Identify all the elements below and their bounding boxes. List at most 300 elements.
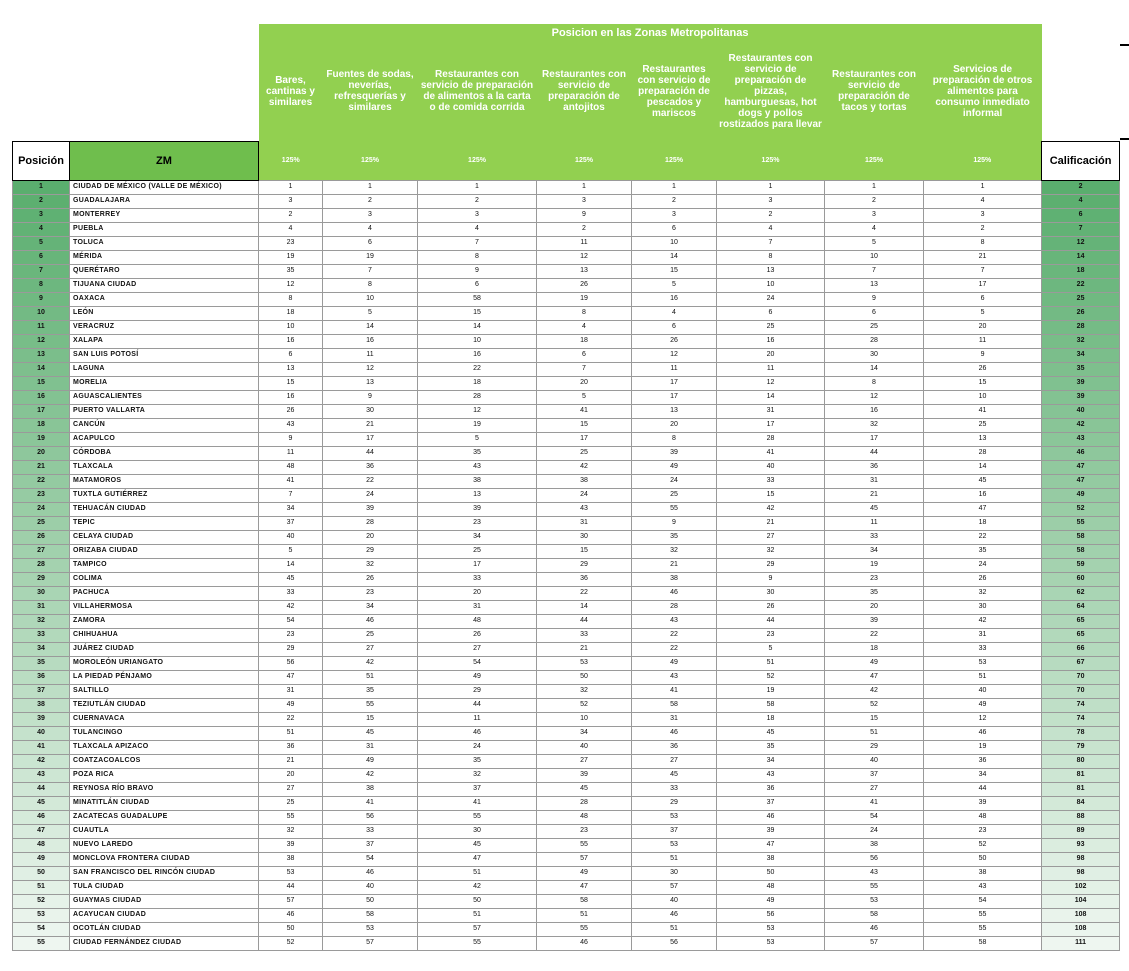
rank-cell: 53 — [632, 838, 717, 852]
table-row — [13, 586, 1120, 600]
rating-cell: 7 — [1042, 222, 1120, 236]
rank-cell: 2 — [825, 194, 924, 208]
rank-cell: 29 — [259, 642, 323, 656]
rating-cell: 43 — [1042, 432, 1120, 446]
rank-cell: 11 — [537, 236, 632, 250]
rank-cell: 28 — [632, 600, 717, 614]
rank-cell: 30 — [825, 348, 924, 362]
rank-cell: 32 — [632, 544, 717, 558]
rating-cell: 12 — [1042, 236, 1120, 250]
table-row — [13, 516, 1120, 530]
rank-cell: 17 — [418, 558, 537, 572]
table-row — [13, 880, 1120, 894]
rank-cell: 13 — [259, 362, 323, 376]
rank-cell: 19 — [537, 292, 632, 306]
zm-cell: COATZACOALCOS — [70, 754, 259, 768]
table-row — [13, 404, 1120, 418]
rank-cell: 1 — [259, 180, 323, 194]
rank-cell: 46 — [323, 614, 418, 628]
zm-cell: TULANCINGO — [70, 726, 259, 740]
rank-cell: 51 — [924, 670, 1042, 684]
rank-cell: 34 — [537, 726, 632, 740]
table-row — [13, 502, 1120, 516]
rating-cell: 102 — [1042, 880, 1120, 894]
rank-cell: 16 — [632, 292, 717, 306]
zm-cell: MONTERREY — [70, 208, 259, 222]
rank-cell: 40 — [259, 530, 323, 544]
rank-cell: 13 — [418, 488, 537, 502]
position-cell: 32 — [13, 614, 70, 628]
zm-cell: NUEVO LAREDO — [70, 838, 259, 852]
rank-cell: 21 — [924, 250, 1042, 264]
position-cell: 2 — [13, 194, 70, 208]
rating-cell: 14 — [1042, 250, 1120, 264]
rating-cell: 26 — [1042, 306, 1120, 320]
zm-cell: MÉRIDA — [70, 250, 259, 264]
rank-cell: 7 — [924, 264, 1042, 278]
rank-cell: 55 — [924, 908, 1042, 922]
rank-cell: 8 — [418, 250, 537, 264]
rank-cell: 15 — [418, 306, 537, 320]
rank-cell: 46 — [717, 810, 825, 824]
rank-cell: 1 — [825, 180, 924, 194]
position-cell: 41 — [13, 740, 70, 754]
rank-cell: 11 — [259, 446, 323, 460]
rank-cell: 53 — [924, 656, 1042, 670]
rank-cell: 15 — [632, 264, 717, 278]
rank-cell: 3 — [418, 208, 537, 222]
rank-cell: 41 — [825, 796, 924, 810]
rank-cell: 35 — [632, 530, 717, 544]
rank-cell: 35 — [825, 586, 924, 600]
table-row — [13, 236, 1120, 250]
zm-cell: MOROLEÓN URIANGATO — [70, 656, 259, 670]
rank-cell: 58 — [632, 698, 717, 712]
rank-cell: 9 — [259, 432, 323, 446]
zm-header: ZM — [70, 141, 259, 180]
rank-cell: 30 — [717, 586, 825, 600]
rank-cell: 33 — [717, 474, 825, 488]
rank-cell: 49 — [924, 698, 1042, 712]
position-cell: 17 — [13, 404, 70, 418]
rank-cell: 6 — [632, 320, 717, 334]
rank-cell: 8 — [717, 250, 825, 264]
rank-cell: 27 — [323, 642, 418, 656]
rank-cell: 56 — [259, 656, 323, 670]
rank-cell: 38 — [323, 782, 418, 796]
rank-cell: 9 — [418, 264, 537, 278]
rank-cell: 4 — [418, 222, 537, 236]
rating-cell: 58 — [1042, 544, 1120, 558]
rank-cell: 33 — [323, 824, 418, 838]
rank-cell: 18 — [924, 516, 1042, 530]
table-row — [13, 726, 1120, 740]
rank-cell: 51 — [825, 726, 924, 740]
rank-cell: 36 — [323, 460, 418, 474]
rank-cell: 4 — [924, 194, 1042, 208]
rating-cell: 46 — [1042, 446, 1120, 460]
rank-cell: 18 — [717, 712, 825, 726]
rank-cell: 32 — [924, 586, 1042, 600]
rank-cell: 8 — [924, 236, 1042, 250]
rating-cell: 49 — [1042, 488, 1120, 502]
zm-cell: SAN FRANCISCO DEL RINCÓN CIUDAD — [70, 866, 259, 880]
weight-label: 125% — [632, 141, 717, 180]
rank-cell: 13 — [323, 376, 418, 390]
weight-label: 125% — [825, 141, 924, 180]
rank-cell: 2 — [717, 208, 825, 222]
rank-cell: 45 — [259, 572, 323, 586]
rating-cell: 80 — [1042, 754, 1120, 768]
rank-cell: 14 — [323, 320, 418, 334]
zm-cell: CUAUTLA — [70, 824, 259, 838]
rank-cell: 42 — [717, 502, 825, 516]
table-row — [13, 796, 1120, 810]
rating-cell: 81 — [1042, 782, 1120, 796]
rank-cell: 20 — [632, 418, 717, 432]
rank-cell: 56 — [632, 936, 717, 950]
rating-cell: 81 — [1042, 768, 1120, 782]
table-row — [13, 320, 1120, 334]
rank-cell: 40 — [323, 880, 418, 894]
rank-cell: 42 — [323, 768, 418, 782]
rank-cell: 5 — [418, 432, 537, 446]
rank-cell: 18 — [418, 376, 537, 390]
position-cell: 5 — [13, 236, 70, 250]
rank-cell: 53 — [259, 866, 323, 880]
rank-cell: 24 — [825, 824, 924, 838]
rank-cell: 39 — [323, 502, 418, 516]
rank-cell: 47 — [537, 880, 632, 894]
rank-cell: 54 — [418, 656, 537, 670]
zm-cell: CIUDAD FERNÁNDEZ CIUDAD — [70, 936, 259, 950]
rank-cell: 51 — [632, 922, 717, 936]
rank-cell: 23 — [259, 628, 323, 642]
rank-cell: 4 — [323, 222, 418, 236]
table-row — [13, 698, 1120, 712]
rank-cell: 1 — [632, 180, 717, 194]
rank-cell: 50 — [259, 922, 323, 936]
position-cell: 31 — [13, 600, 70, 614]
rank-cell: 14 — [537, 600, 632, 614]
rating-cell: 47 — [1042, 460, 1120, 474]
rank-cell: 47 — [825, 670, 924, 684]
table-row — [13, 194, 1120, 208]
rank-cell: 7 — [323, 264, 418, 278]
rank-cell: 42 — [825, 684, 924, 698]
rank-cell: 11 — [323, 348, 418, 362]
rating-cell: 28 — [1042, 320, 1120, 334]
rank-cell: 43 — [537, 502, 632, 516]
rating-cell: 25 — [1042, 292, 1120, 306]
rank-cell: 28 — [418, 390, 537, 404]
rank-cell: 7 — [259, 488, 323, 502]
rank-cell: 50 — [924, 852, 1042, 866]
rank-cell: 10 — [537, 712, 632, 726]
rank-cell: 11 — [717, 362, 825, 376]
position-cell: 34 — [13, 642, 70, 656]
rank-cell: 27 — [717, 530, 825, 544]
position-cell: 33 — [13, 628, 70, 642]
rank-cell: 6 — [259, 348, 323, 362]
position-cell: 40 — [13, 726, 70, 740]
table-row — [13, 824, 1120, 838]
rating-cell: 67 — [1042, 656, 1120, 670]
rating-cell: 108 — [1042, 908, 1120, 922]
rank-cell: 13 — [717, 264, 825, 278]
rank-cell: 32 — [537, 684, 632, 698]
rank-cell: 22 — [924, 530, 1042, 544]
rank-cell: 6 — [632, 222, 717, 236]
rank-cell: 10 — [323, 292, 418, 306]
category-header: Restaurantes con servicio de preparación de pescados y mariscos — [632, 41, 717, 141]
ranking-table — [12, 24, 1120, 951]
rank-cell: 10 — [924, 390, 1042, 404]
rank-cell: 44 — [717, 614, 825, 628]
rank-cell: 17 — [717, 418, 825, 432]
rating-cell: 34 — [1042, 348, 1120, 362]
rank-cell: 2 — [323, 194, 418, 208]
zm-cell: TLAXCALA APIZACO — [70, 740, 259, 754]
zm-cell: GUADALAJARA — [70, 194, 259, 208]
position-cell: 45 — [13, 796, 70, 810]
rank-cell: 48 — [259, 460, 323, 474]
rank-cell: 13 — [825, 278, 924, 292]
rank-cell: 57 — [259, 894, 323, 908]
rank-cell: 53 — [537, 656, 632, 670]
rank-cell: 3 — [537, 194, 632, 208]
category-header: Servicios de preparación de otros alimentos para consumo inmediato informal — [924, 41, 1042, 141]
rank-cell: 41 — [924, 404, 1042, 418]
rank-cell: 52 — [717, 670, 825, 684]
weight-label: 125% — [259, 141, 323, 180]
zm-cell: TIJUANA CIUDAD — [70, 278, 259, 292]
rank-cell: 35 — [717, 740, 825, 754]
rating-cell: 70 — [1042, 670, 1120, 684]
rank-cell: 57 — [825, 936, 924, 950]
rank-cell: 31 — [418, 600, 537, 614]
rank-cell: 54 — [259, 614, 323, 628]
rank-cell: 25 — [717, 320, 825, 334]
position-cell: 12 — [13, 334, 70, 348]
zm-cell: REYNOSA RÍO BRAVO — [70, 782, 259, 796]
rank-cell: 12 — [924, 712, 1042, 726]
rank-cell: 17 — [825, 432, 924, 446]
position-cell: 36 — [13, 670, 70, 684]
rank-cell: 2 — [537, 222, 632, 236]
rank-cell: 46 — [259, 908, 323, 922]
zm-cell: CUERNAVACA — [70, 712, 259, 726]
zm-cell: MATAMOROS — [70, 474, 259, 488]
rank-cell: 10 — [825, 250, 924, 264]
rank-cell: 24 — [323, 488, 418, 502]
table-body — [13, 180, 1120, 950]
rank-cell: 55 — [632, 502, 717, 516]
rank-cell: 9 — [825, 292, 924, 306]
zm-cell: LEÓN — [70, 306, 259, 320]
rank-cell: 21 — [323, 418, 418, 432]
rank-cell: 46 — [323, 866, 418, 880]
position-cell: 1 — [13, 180, 70, 194]
position-cell: 44 — [13, 782, 70, 796]
rank-cell: 36 — [259, 740, 323, 754]
rank-cell: 38 — [924, 866, 1042, 880]
rank-cell: 9 — [717, 572, 825, 586]
rank-cell: 13 — [632, 404, 717, 418]
table-row — [13, 306, 1120, 320]
rank-cell: 35 — [418, 446, 537, 460]
position-cell: 54 — [13, 922, 70, 936]
rating-cell: 64 — [1042, 600, 1120, 614]
rank-cell: 16 — [259, 390, 323, 404]
rank-cell: 12 — [537, 250, 632, 264]
rank-cell: 10 — [717, 278, 825, 292]
rank-cell: 56 — [323, 810, 418, 824]
rating-cell: 66 — [1042, 642, 1120, 656]
rank-cell: 2 — [924, 222, 1042, 236]
position-cell: 26 — [13, 530, 70, 544]
rank-cell: 19 — [924, 740, 1042, 754]
position-cell: 3 — [13, 208, 70, 222]
rank-cell: 42 — [924, 614, 1042, 628]
zm-cell: AGUASCALIENTES — [70, 390, 259, 404]
table-row — [13, 278, 1120, 292]
zm-cell: ORIZABA CIUDAD — [70, 544, 259, 558]
rank-cell: 57 — [632, 880, 717, 894]
rank-cell: 41 — [418, 796, 537, 810]
rank-cell: 45 — [537, 782, 632, 796]
rank-cell: 46 — [537, 936, 632, 950]
table-row — [13, 418, 1120, 432]
rank-cell: 3 — [825, 208, 924, 222]
table-row — [13, 656, 1120, 670]
rank-cell: 35 — [323, 684, 418, 698]
rank-cell: 18 — [259, 306, 323, 320]
rank-cell: 8 — [632, 432, 717, 446]
rank-cell: 12 — [323, 362, 418, 376]
rank-cell: 17 — [537, 432, 632, 446]
rank-cell: 24 — [418, 740, 537, 754]
empty-corner-3 — [1042, 41, 1120, 141]
rank-cell: 9 — [632, 516, 717, 530]
rank-cell: 44 — [825, 446, 924, 460]
weight-label: 125% — [717, 141, 825, 180]
rank-cell: 6 — [924, 292, 1042, 306]
rank-cell: 58 — [323, 908, 418, 922]
rank-cell: 24 — [717, 292, 825, 306]
zm-cell: SALTILLO — [70, 684, 259, 698]
rank-cell: 23 — [418, 516, 537, 530]
rank-cell: 46 — [632, 908, 717, 922]
table-row — [13, 852, 1120, 866]
rank-cell: 22 — [259, 712, 323, 726]
rank-cell: 47 — [717, 838, 825, 852]
rank-cell: 27 — [537, 754, 632, 768]
rank-cell: 14 — [259, 558, 323, 572]
rank-cell: 42 — [259, 600, 323, 614]
rank-cell: 4 — [717, 222, 825, 236]
rank-cell: 44 — [924, 782, 1042, 796]
rank-cell: 51 — [323, 670, 418, 684]
rating-cell: 70 — [1042, 684, 1120, 698]
rank-cell: 47 — [924, 502, 1042, 516]
rank-cell: 37 — [418, 782, 537, 796]
rating-cell: 78 — [1042, 726, 1120, 740]
rank-cell: 39 — [259, 838, 323, 852]
rank-cell: 26 — [259, 404, 323, 418]
rank-cell: 31 — [259, 684, 323, 698]
rank-cell: 16 — [825, 404, 924, 418]
rank-cell: 46 — [418, 726, 537, 740]
rank-cell: 10 — [632, 236, 717, 250]
position-cell: 42 — [13, 754, 70, 768]
rank-cell: 30 — [632, 866, 717, 880]
zm-cell: TEHUACÁN CIUDAD — [70, 502, 259, 516]
table-row — [13, 292, 1120, 306]
table-row — [13, 894, 1120, 908]
rank-cell: 45 — [825, 502, 924, 516]
rank-cell: 17 — [632, 390, 717, 404]
rank-cell: 40 — [537, 740, 632, 754]
rank-cell: 41 — [259, 474, 323, 488]
rank-cell: 38 — [418, 474, 537, 488]
rank-cell: 49 — [323, 754, 418, 768]
rank-cell: 15 — [924, 376, 1042, 390]
rank-cell: 27 — [418, 642, 537, 656]
rank-cell: 31 — [323, 740, 418, 754]
zm-cell: CÓRDOBA — [70, 446, 259, 460]
rank-cell: 11 — [632, 362, 717, 376]
position-cell: 16 — [13, 390, 70, 404]
position-cell: 38 — [13, 698, 70, 712]
rank-cell: 30 — [924, 600, 1042, 614]
rank-cell: 16 — [717, 334, 825, 348]
rank-cell: 25 — [825, 320, 924, 334]
rank-cell: 26 — [418, 628, 537, 642]
zm-cell: PUEBLA — [70, 222, 259, 236]
position-cell: 20 — [13, 446, 70, 460]
zm-cell: SAN LUIS POTOSÍ — [70, 348, 259, 362]
rank-cell: 58 — [537, 894, 632, 908]
rank-cell: 15 — [537, 544, 632, 558]
rank-cell: 15 — [259, 376, 323, 390]
rank-cell: 43 — [717, 768, 825, 782]
rank-cell: 51 — [717, 656, 825, 670]
position-cell: 55 — [13, 936, 70, 950]
rank-cell: 25 — [924, 418, 1042, 432]
rank-cell: 54 — [825, 810, 924, 824]
rank-cell: 50 — [418, 894, 537, 908]
zm-cell: MINATITLÁN CIUDAD — [70, 796, 259, 810]
position-cell: 4 — [13, 222, 70, 236]
rank-cell: 27 — [259, 782, 323, 796]
zm-cell: ACAYUCAN CIUDAD — [70, 908, 259, 922]
rank-cell: 8 — [537, 306, 632, 320]
rank-cell: 15 — [717, 488, 825, 502]
rank-cell: 14 — [825, 362, 924, 376]
rank-cell: 34 — [717, 754, 825, 768]
zm-cell: GUAYMAS CIUDAD — [70, 894, 259, 908]
table-row — [13, 264, 1120, 278]
rank-cell: 3 — [924, 208, 1042, 222]
zm-cell: ZACATECAS GUADALUPE — [70, 810, 259, 824]
rank-cell: 35 — [259, 264, 323, 278]
rank-cell: 4 — [632, 306, 717, 320]
rank-cell: 38 — [537, 474, 632, 488]
rank-cell: 16 — [259, 334, 323, 348]
rank-cell: 29 — [418, 684, 537, 698]
rank-cell: 1 — [418, 180, 537, 194]
